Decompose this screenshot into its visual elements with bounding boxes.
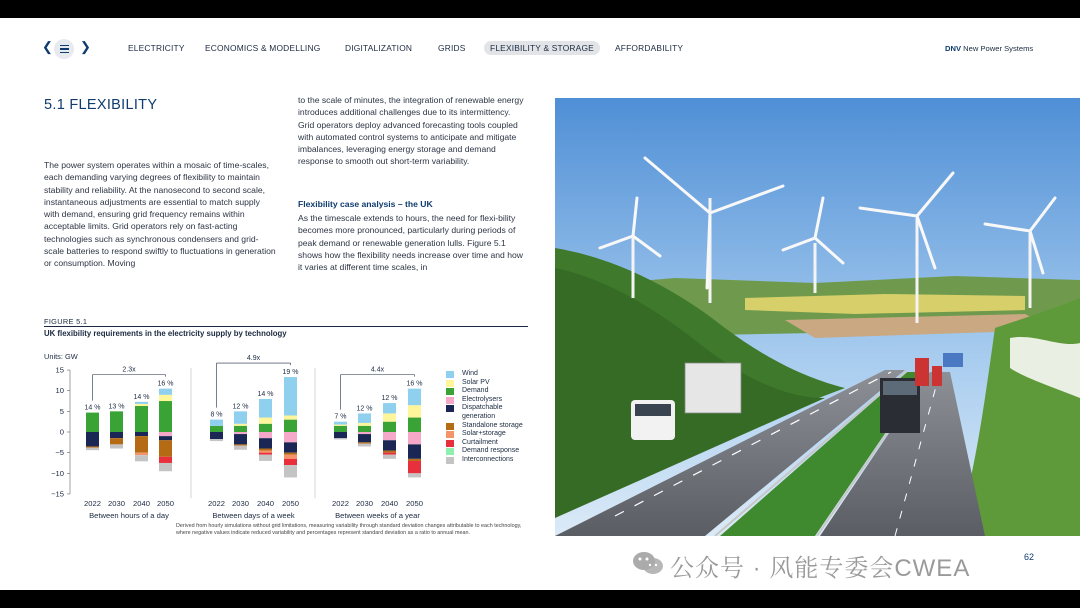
legend-item (446, 379, 536, 388)
bar-segment-solar-pv (383, 413, 396, 421)
nav-item-flexibility-storage[interactable]: FLEXIBILITY & STORAGE (484, 41, 600, 55)
bar-percentage-label: 12 % (356, 405, 373, 413)
bar-segment-standalone-storage (284, 453, 297, 455)
bar-segment-wind (284, 377, 297, 415)
bar-segment-electrolysers (159, 432, 172, 436)
growth-multiplier-label: 2.3x (122, 366, 136, 374)
x-tick-label: 2050 (282, 499, 299, 508)
chart-units: Units: GW (44, 352, 78, 361)
bar-segment-interconnections (210, 439, 223, 441)
legend-item (446, 439, 536, 448)
brand-suffix: New Power Systems (963, 44, 1034, 53)
legend-label: Interconnections (462, 455, 514, 463)
growth-multiplier-label: 4.9x (246, 355, 261, 363)
legend-swatch (446, 431, 454, 438)
bar-segment-interconnections (234, 446, 247, 450)
legend-item (446, 430, 536, 439)
wechat-icon (632, 550, 664, 576)
bar-segment-dispatchable-generation (86, 432, 99, 446)
bar-segment-curtailment (383, 453, 396, 455)
bar-segment-electrolysers (259, 432, 272, 438)
bar-segment-demand (234, 426, 247, 432)
paragraph-intro: The power system operates within a mosaic of time-scales, each demanding varying degrees of flexibility to maintain stability and reliability. At the nanosecond to second scale, instantaneous adjustments are essential to match supply with demand, ensuring grid frequency remains within acceptable limits. Grid operators rely on fast-acting technologies such as synchronous condensers and grid-scale batteries to respond swiftly to fluctuations in generation or consumption. Moving (44, 160, 276, 269)
legend-item (446, 370, 536, 379)
legend-swatch (446, 380, 454, 387)
bar-segment-standalone-storage (408, 459, 421, 461)
bar-percentage-label: 13 % (108, 403, 125, 411)
bar-segment-interconnections (334, 438, 347, 439)
bar-segment-solar-pv (408, 405, 421, 417)
group-label: Between weeks of a year (335, 511, 420, 520)
x-tick-label: 2030 (108, 499, 125, 508)
bar-segment-solar-pv (334, 425, 347, 426)
bar-segment-demand (334, 426, 347, 432)
bar-segment-demand (383, 422, 396, 432)
chevron-left-icon[interactable]: ❮ (42, 39, 53, 54)
bar-segment-interconnections (284, 465, 297, 477)
bar-segment-standalone-storage (234, 444, 247, 445)
legend-item (446, 387, 536, 396)
chart-legend (446, 370, 536, 465)
x-tick-label: 2030 (356, 499, 373, 508)
legend-label: Solar+storage (462, 430, 506, 438)
bar-segment-curtailment (159, 457, 172, 463)
legend-label: Dispatchable generation (462, 404, 503, 420)
nav-item-affordability[interactable]: AFFORDABILITY (615, 43, 684, 53)
x-tick-label: 2040 (257, 499, 274, 508)
group-label: Between days of a week (212, 511, 295, 520)
legend-label: Demand (462, 387, 489, 395)
y-tick-label: −15 (51, 489, 64, 499)
y-tick-label: 15 (55, 365, 64, 375)
nav-item-digitalization[interactable]: DIGITALIZATION (345, 43, 413, 53)
bar-segment-solar-storage (259, 451, 272, 453)
bar-segment-wind (210, 420, 223, 426)
legend-swatch (446, 448, 454, 455)
legend-label: Curtailment (462, 438, 498, 446)
bar-segment-interconnections (135, 455, 148, 461)
legend-item (446, 456, 536, 465)
bar-percentage-label: 19 % (282, 369, 299, 377)
legend-label: Standalone storage (462, 421, 523, 429)
bar-percentage-label: 8 % (210, 411, 223, 419)
bar-segment-curtailment (408, 461, 421, 473)
bar-segment-interconnections (86, 448, 99, 450)
bar-segment-interconnections (383, 455, 396, 459)
growth-multiplier-label: 4.4x (370, 366, 385, 374)
bar-segment-wind (334, 422, 347, 425)
y-tick-label: 0 (59, 427, 64, 437)
figure-label: FIGURE 5.1 (44, 317, 88, 326)
x-tick-label: 2022 (84, 499, 101, 508)
bar-segment-demand (135, 406, 148, 432)
legend-swatch (446, 388, 454, 395)
y-tick-label: 5 (59, 406, 64, 416)
paragraph-case-analysis: As the timescale extends to hours, the need for flexi-bility becomes more pronounced, particularly during periods of peak demand or renewable generation lulls. Figure 5.1 shows how the flexibility needs increase over time and how it varies at different time scales, in (298, 213, 523, 273)
legend-swatch (446, 405, 454, 412)
bar-segment-dispatchable-generation (259, 438, 272, 448)
bar-segment-curtailment (284, 459, 297, 465)
legend-swatch (446, 397, 454, 404)
bar-segment-wind (234, 411, 247, 423)
bar-percentage-label: 16 % (406, 380, 423, 388)
bar-segment-interconnections (259, 455, 272, 461)
bar-segment-demand (259, 424, 272, 432)
bar-percentage-label: 12 % (381, 395, 398, 403)
bar-segment-standalone-storage (259, 449, 272, 451)
bar-segment-standalone-storage (159, 440, 172, 457)
bar-segment-demand (159, 401, 172, 432)
bar-segment-dispatchable-generation (408, 444, 421, 458)
bar-segment-dispatchable-generation (110, 432, 123, 438)
bar-segment-demand (110, 411, 123, 432)
x-tick-label: 2040 (133, 499, 150, 508)
bar-segment-dispatchable-generation (358, 434, 371, 442)
legend-label: Solar PV (462, 378, 490, 386)
page-number: 62 (1024, 552, 1035, 562)
bar-percentage-label: 16 % (157, 380, 174, 388)
bar-segment-interconnections (408, 473, 421, 477)
legend-label: Electrolysers (462, 395, 503, 403)
bar-segment-electrolysers (284, 432, 297, 442)
bar-segment-solar-pv (358, 423, 371, 426)
bar-segment-solar-pv (234, 424, 247, 426)
wind-turbines-motorway-photo (555, 98, 1080, 536)
bar-segment-curtailment (259, 453, 272, 455)
nav-item-economics-modelling[interactable]: ECONOMICS & MODELLING (205, 43, 321, 53)
bar-segment-standalone-storage (86, 446, 99, 447)
x-tick-label: 2022 (332, 499, 349, 508)
bar-segment-demand (358, 426, 371, 432)
bar-segment-standalone-storage (358, 442, 371, 443)
bar-segment-solar-storage (284, 455, 297, 459)
bar-segment-solar-pv (284, 415, 297, 419)
legend-swatch (446, 440, 454, 447)
bar-segment-solar-pv (259, 418, 272, 424)
bar-percentage-label: 14 % (133, 393, 150, 401)
bar-segment-demand (408, 418, 421, 432)
bar-percentage-label: 7 % (334, 413, 347, 421)
legend-label: Demand response (462, 447, 520, 455)
bar-percentage-label: 14 % (84, 404, 101, 412)
bar-segment-wind (135, 402, 148, 404)
group-label: Between hours of a day (89, 511, 169, 520)
bar-segment-dispatchable-generation (159, 436, 172, 440)
x-tick-label: 2050 (406, 499, 423, 508)
bar-segment-standalone-storage (135, 436, 148, 453)
legend-swatch (446, 423, 454, 430)
legend-item (446, 396, 536, 405)
bar-percentage-label: 12 % (232, 403, 249, 411)
bar-segment-demand (86, 413, 99, 432)
report-page (0, 18, 1080, 590)
bar-segment-electrolysers (408, 432, 421, 444)
nav-item-grids[interactable]: GRIDS (438, 43, 466, 53)
bar-segment-wind (383, 403, 396, 413)
legend-swatch (446, 371, 454, 378)
bar-percentage-label: 14 % (257, 390, 274, 398)
y-tick-label: 10 (55, 386, 64, 396)
watermark-text: 公众号 · 风能专委会CWEA (670, 555, 971, 582)
legend-item (446, 404, 536, 421)
figure-footnote: Derived from hourly simulations without grid limitations, measuring variability through standard deviation changes attributable to each technology, where negative values indicate reduced variability and percentages represent standard deviation as a ratio to annual mean. (176, 523, 522, 536)
bar-segment-interconnections (110, 444, 123, 448)
bar-segment-dispatchable-generation (135, 432, 148, 436)
x-tick-label: 2040 (381, 499, 398, 508)
bar-segment-dispatchable-generation (210, 432, 223, 439)
legend-swatch (446, 457, 454, 464)
x-tick-label: 2030 (232, 499, 249, 508)
y-tick-label: −10 (51, 468, 64, 478)
bar-segment-interconnections (358, 444, 371, 447)
bar-segment-demand (284, 420, 297, 432)
figure-title: UK flexibility requirements in the electricity supply by technology (44, 329, 287, 338)
bar-segment-wind (408, 389, 421, 406)
legend-label: Wind (462, 370, 478, 377)
bar-segment-solar-pv (159, 395, 172, 401)
paragraph-minutes: to the scale of minutes, the integration of renewable energy introduces additional challenges due to its intermittency. Grid operators deploy advanced forecasting tools coupled with automated control systems to anticipate and mitigate imbalances, leveraging energy storage and demand response to smooth out short-term variability. (298, 95, 524, 167)
case-analysis-heading: Flexibility case analysis – the UK (298, 199, 433, 209)
bar-segment-electrolysers (358, 432, 371, 434)
bar-segment-standalone-storage (110, 438, 123, 444)
brand-logo (945, 44, 1033, 53)
x-tick-label: 2022 (208, 499, 225, 508)
bar-segment-dispatchable-generation (334, 432, 347, 438)
bar-segment-dispatchable-generation (383, 440, 396, 450)
x-tick-label: 2050 (157, 499, 174, 508)
bar-segment-dispatchable-generation (234, 434, 247, 444)
bar-segment-electrolysers (234, 432, 247, 434)
bar-segment-demand (210, 426, 223, 432)
bar-segment-interconnections (159, 463, 172, 471)
bar-segment-standalone-storage (383, 451, 396, 453)
brand-prefix: DNV (945, 44, 962, 53)
bar-segment-wind (358, 413, 371, 422)
y-tick-label: −5 (55, 448, 64, 458)
bar-segment-solar-storage (135, 453, 148, 455)
legend-item (446, 422, 536, 431)
legend-item (446, 447, 536, 456)
section-title: 5.1 FLEXIBILITY (44, 97, 158, 113)
bar-segment-wind (259, 399, 272, 418)
bar-segment-solar-pv (135, 404, 148, 406)
nav-item-electricity[interactable]: ELECTRICITY (128, 43, 185, 53)
bar-segment-wind (159, 389, 172, 395)
bar-segment-electrolysers (383, 432, 396, 440)
bar-segment-dispatchable-generation (284, 442, 297, 452)
chevron-right-icon[interactable]: ❯ (80, 39, 91, 54)
